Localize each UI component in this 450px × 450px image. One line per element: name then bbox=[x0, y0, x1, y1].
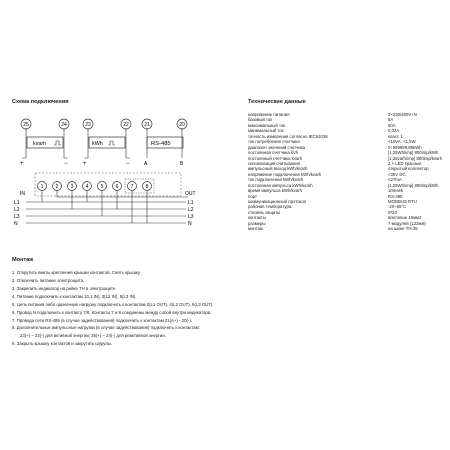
mount-step: 3. Закрепить индикатор на рейке ТН в электрощите. bbox=[12, 285, 117, 291]
contact-number: 3 bbox=[70, 184, 74, 190]
mount-step: 2. Отключить питание электрощита. bbox=[12, 277, 85, 283]
spec-key: напряжение подключения kWh/kvarh bbox=[248, 171, 322, 177]
mount-title: Монтаж bbox=[12, 257, 34, 263]
spec-value: IP20 bbox=[388, 209, 397, 215]
spec-value: [1,25Wh/imp] 800imp/kWh bbox=[388, 150, 439, 156]
sign-a: A bbox=[144, 161, 148, 167]
sign-plus-2: + bbox=[83, 161, 87, 167]
line-label-n: N bbox=[14, 221, 18, 226]
spec-key: ток подключения kWh/kvarh bbox=[248, 177, 304, 183]
mount-step: 1. Открутить винты крепления крышки контактов. Снять крышку. bbox=[12, 269, 141, 275]
contact-number: 6 bbox=[115, 184, 119, 190]
spec-key: время импульса kWh/kvarh bbox=[248, 188, 303, 194]
spec-key: базовый ток bbox=[248, 117, 273, 123]
terminal-circles bbox=[21, 119, 187, 129]
spec-key: размеры bbox=[248, 220, 266, 226]
spec-value: 10msek bbox=[388, 188, 404, 194]
contact-number: 2 bbox=[55, 184, 59, 190]
spec-key: напряжение питания bbox=[248, 112, 290, 117]
spec-value: 5A bbox=[388, 117, 394, 123]
pulse-icon bbox=[108, 141, 115, 145]
line-label-l3: L3 bbox=[14, 214, 20, 220]
spec-key: постоянный счетчика kvarh bbox=[248, 155, 303, 161]
out-line-label-l3: L3 bbox=[188, 214, 194, 220]
spec-key: порт bbox=[248, 193, 257, 199]
out-line-label-l2: L2 bbox=[188, 207, 194, 213]
rs485-box bbox=[147, 137, 183, 148]
line-label-l1: L1 bbox=[14, 200, 20, 206]
contact-number: 5 bbox=[100, 184, 104, 190]
spec-value: 2 × LED красные bbox=[388, 160, 422, 166]
terminal-number: 25 bbox=[23, 122, 29, 128]
spec-key: сигнализация считывания bbox=[248, 160, 301, 166]
pulse-label-kvarh: kvarh bbox=[33, 141, 47, 147]
pulse-box-kvarh bbox=[27, 137, 63, 148]
spec-value: винтовые 16мм2 bbox=[388, 215, 422, 221]
spec-value: [1,25Wh/imp] 800imp/kWh bbox=[388, 182, 439, 188]
spec-value: 7 модулей (122мм) bbox=[388, 220, 426, 226]
mount-step: 5. Цепь питания либо одиночную нагрузку подключить к контактам 2(L1 OUT), 4(L2 OUT), 6(L3 OUT). bbox=[12, 301, 214, 307]
wiring-title: Схема подключения bbox=[12, 99, 69, 105]
contact-number: 4 bbox=[85, 184, 89, 190]
out-line-label-l1: L1 bbox=[188, 200, 194, 206]
spec-key: контакты bbox=[248, 215, 266, 221]
spec-value: <30V DC bbox=[388, 171, 406, 177]
spec-key: импульсный выход kWh/kvarh bbox=[248, 166, 308, 172]
spec-value: открытый коллектор bbox=[388, 166, 429, 172]
spec-value: 60A bbox=[388, 122, 396, 128]
tech-specs-table bbox=[248, 112, 443, 232]
spec-value: класс 1 bbox=[388, 133, 403, 139]
sign-minus-2: − bbox=[126, 161, 130, 167]
mount-step: 7. Провода сети RS-485 (в случае задействования) подключить к контактам 21(A+) - 20(-). bbox=[12, 317, 192, 323]
contact-number: 1 bbox=[40, 184, 44, 190]
spec-key: максимальный ток bbox=[248, 122, 286, 128]
spec-row bbox=[248, 226, 438, 231]
spec-value: <27mA bbox=[388, 177, 402, 183]
terminal-number: 23 bbox=[85, 122, 91, 128]
mounting-section bbox=[12, 258, 227, 349]
contact-circles bbox=[38, 179, 155, 193]
spec-key: точность измерения согласно IEC61036 bbox=[248, 133, 328, 139]
out-label: OUT bbox=[185, 191, 196, 197]
line-label-l2: L2 bbox=[14, 207, 20, 213]
contact-number: 8 bbox=[145, 184, 149, 190]
spec-key: монтаж bbox=[248, 226, 263, 232]
spec-key: постоянная счетчика kVh bbox=[248, 150, 299, 156]
spec-key: диапазон значений счетчика bbox=[248, 144, 306, 150]
spec-value: 0÷999999,99kWh bbox=[388, 144, 422, 150]
spec-value: 3×230/400V+N bbox=[388, 112, 417, 117]
wiring-diagram bbox=[12, 118, 204, 226]
mount-step: 4. Питание подключить к контактам 10,1 IN), 3(L2 IN), 5(L3 IN). bbox=[12, 293, 137, 299]
spec-key: коммуникационный протокол bbox=[248, 199, 307, 204]
sign-plus-1: + bbox=[20, 161, 24, 167]
rs485-label: RS-485 bbox=[151, 141, 171, 147]
terminal-number: 22 bbox=[123, 122, 129, 128]
terminal-number: 24 bbox=[61, 122, 67, 128]
spec-value: -20÷55°C bbox=[388, 204, 407, 210]
tech-title: Технические данные bbox=[248, 99, 306, 105]
spec-key: рабочая температура bbox=[248, 204, 292, 210]
pulse-label-kwh: kWh bbox=[92, 141, 103, 147]
in-label: IN bbox=[20, 191, 25, 197]
sign-minus-1: − bbox=[64, 161, 68, 167]
spec-value: MODBUS RTU bbox=[388, 199, 417, 204]
mount-step: 6. Провод N подключить к контакту 7/8. Контакты 7 и 8 соединены между собой внутри индикатора. bbox=[12, 309, 212, 315]
spec-value: [1,25varh/imp] 800imp/kvarh bbox=[388, 155, 443, 161]
spec-key: степень защиты bbox=[248, 209, 281, 215]
spec-key: постоянная импульса kWh/kvarh bbox=[248, 182, 313, 188]
terminal-number: 21 bbox=[144, 122, 150, 128]
pulse-box-kwh bbox=[89, 137, 125, 148]
pulse-icon bbox=[54, 141, 61, 145]
spec-key: ток потребления счетчика bbox=[248, 139, 300, 145]
spec-value: 0,02A bbox=[388, 128, 400, 134]
mount-step: 9. Закрыть крышку контактов и закрутить шурупы. bbox=[12, 341, 113, 347]
contact-number: 7 bbox=[130, 184, 134, 190]
mount-step: 23(+) – 22(-) для активной энергии; 25(+) – 24(-) для реактивной энергии. bbox=[20, 333, 166, 339]
mount-step: 8. Дополнительные импульсные нагрузки (в случае задействования) подключить к контактам: bbox=[12, 325, 200, 331]
spec-value: на шине TH-35 bbox=[388, 226, 418, 232]
spec-value: <10VA; <1,5W bbox=[388, 139, 416, 145]
spec-value: RS-485 bbox=[388, 193, 403, 199]
spec-key: минимальный ток bbox=[248, 128, 284, 134]
sign-b: B bbox=[180, 161, 184, 167]
terminal-number: 20 bbox=[179, 122, 185, 128]
out-line-label-n: N bbox=[188, 221, 192, 226]
